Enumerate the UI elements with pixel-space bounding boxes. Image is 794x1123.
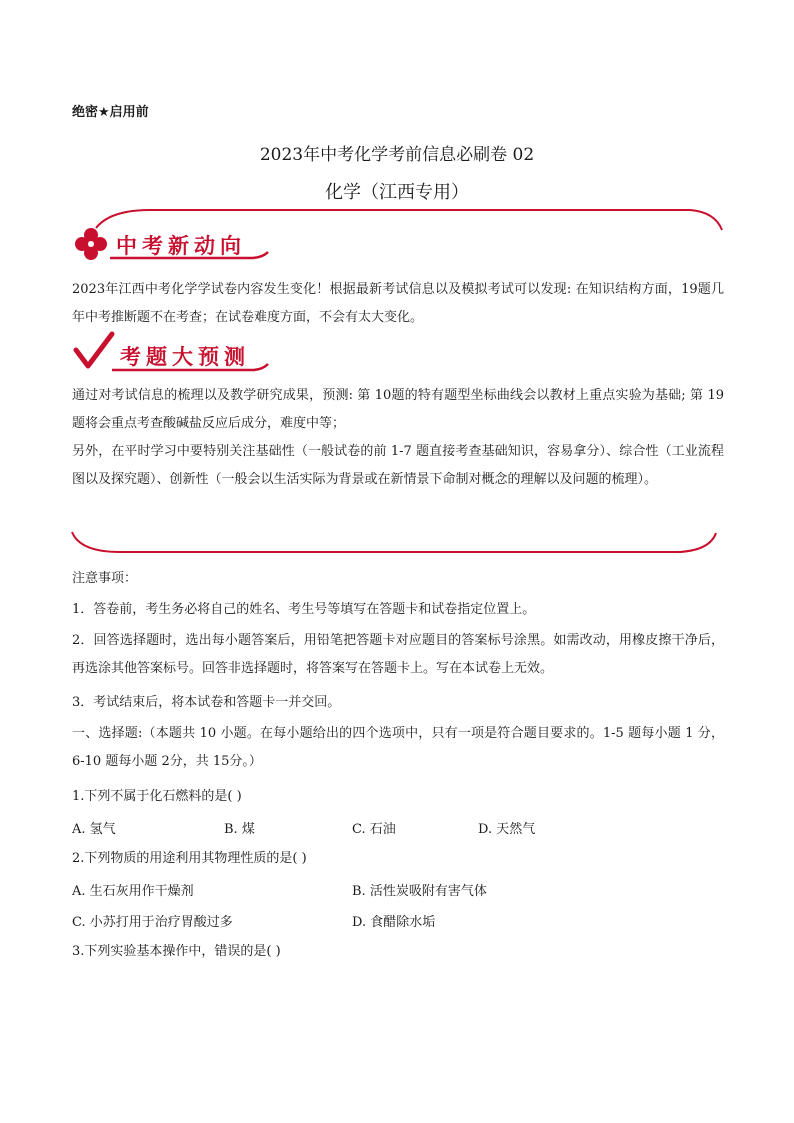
question-1-option-c: C. 石油 [352, 822, 396, 837]
question-2-stem: 2.下列物质的用途利用其物理性质的是( ) [72, 851, 307, 866]
section-predict-text-1: 通过对考试信息的梳理以及教学研究成果，预测: 第 10题的特有题型坐标曲线会以教材上重点实验为基础; 第 19 题将会重点考查酸碱盐反应后成分，难度中等； [72, 388, 724, 431]
exam-subtitle: 化学（江西专用） [325, 182, 469, 203]
question-2-option-b: B. 活性炭吸附有害气体 [352, 884, 487, 899]
question-2-option-c: C. 小苏打用于治疗胃酸过多 [72, 915, 233, 930]
section-1-intro: 一、选择题:（本题共 10 小题。在每小题给出的四个选项中，只有一项是符合题目要求的。1-5 题每小题 1 分，6-10 题每小题 2分，共 15分。） [72, 726, 724, 769]
section-predict-text-2: 另外，在平时学习中要特别关注基础性（一般试卷的前 1-7 题直接考查基础知识，容易拿分）、综合性（工业流程图以及探究题）、创新性（一般会以生活实际为背景或在新情景下命制对概念的理解以及问题的梳理）。 [72, 444, 724, 487]
exam-title: 2023年中考化学考前信息必刷卷 02 [259, 145, 535, 165]
section-new-text: 2023年江西中考化学学试卷内容发生变化！根据最新考试信息以及模拟考试可以发现: 在知识结构方面，19题几年中考推断题不在考查；在试卷难度方面，不会有太大变化。 [72, 282, 724, 325]
confidential-label: 绝密★启用前 [72, 105, 149, 120]
notes-label: 注意事项： [72, 571, 138, 586]
question-3-stem: 3.下列实验基本操作中，错误的是( ) [72, 944, 281, 959]
check-icon [76, 334, 112, 366]
section-heading-new: 中考新动向 [116, 234, 246, 258]
note-item-2: 2．回答选择题时，选出每小题答案后，用铅笔把答题卡对应题目的答案标号涂黑。如需改动，用橡皮擦干净后，再选涂其他答案标号。回答非选择题时，将答案写在答题卡上。写在本试卷上无效。 [72, 633, 724, 676]
note-item-3: 3．考试结束后，将本试卷和答题卡一并交回。 [72, 695, 341, 710]
note-item-1: 1．答卷前，考生务必将自己的姓名、考生号等填写在答题卡和试卷指定位置上。 [72, 602, 536, 617]
section-heading-predict: 考题大预测 [120, 345, 250, 369]
question-2-option-d: D. 食醋除水垢 [352, 915, 436, 930]
bottom-arc [72, 532, 716, 552]
question-1-option-d: D. 天然气 [478, 822, 536, 837]
clover-icon [75, 228, 107, 260]
top-arc [96, 210, 722, 230]
question-1-option-b: B. 煤 [224, 822, 255, 837]
question-1-stem: 1.下列不属于化石燃料的是( ) [72, 789, 242, 804]
question-1-option-a: A. 氢气 [72, 822, 116, 837]
question-2-option-a: A. 生石灰用作干燥剂 [72, 884, 194, 899]
